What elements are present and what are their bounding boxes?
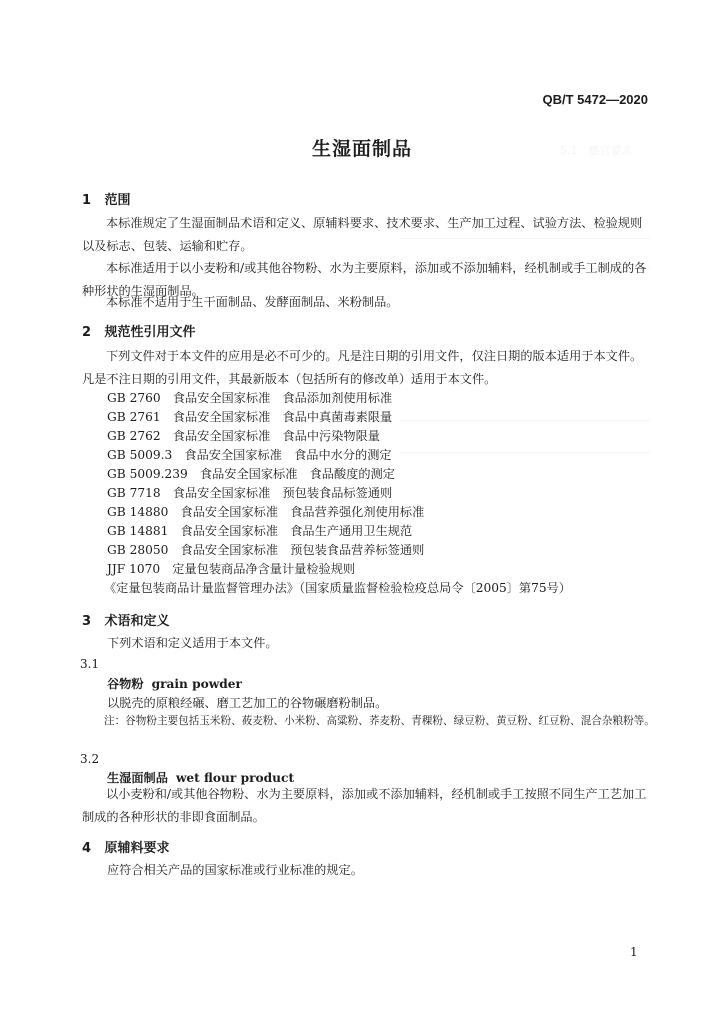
reference-item: GB 7718 食品安全国家标准 预包装食品标签通则 [107, 486, 393, 500]
reference-item: GB 5009.239 食品安全国家标准 食品酸度的测定 [107, 467, 395, 481]
section-title: 规范性引用文件 [104, 325, 196, 340]
reference-item: GB 5009.3 食品安全国家标准 食品中水分的测定 [107, 448, 392, 462]
page-number: 1 [630, 945, 638, 959]
reference-item: GB 14881 食品安全国家标准 食品生产通用卫生规范 [107, 524, 413, 538]
section-number: 2 [82, 325, 92, 340]
term-number: 3.2 [80, 752, 100, 766]
document-title: 生湿面制品 [311, 138, 412, 160]
reference-item: GB 2761 食品安全国家标准 食品中真菌毒素限量 [107, 410, 393, 424]
section-number: 1 [82, 193, 92, 208]
term-title-en: grain powder [151, 677, 242, 691]
scope-paragraph-2: 本标准适用于以小麦粉和/或其他谷物粉、水为主要原料，添加或不添加辅料，经机制或手工制成的各种形状的生湿面制品。 [82, 261, 647, 298]
section-title: 术语和定义 [104, 614, 170, 629]
section-number: 4 [82, 841, 92, 856]
term-title-zh: 生湿面制品 [107, 771, 168, 785]
term-note: 注：谷物粉主要包括玉米粉、莜麦粉、小米粉、高粱粉、荞麦粉、青稞粉、绿豆粉、黄豆粉、红豆粉、混合杂粮粉等。 [104, 715, 655, 727]
section-number: 3 [82, 614, 92, 629]
reference-item: JJF 1070 定量包装商品净含量计量检验规则 [107, 562, 356, 576]
section-heading-raw-materials [82, 837, 170, 856]
scope-paragraph-1: 本标准规定了生湿面制品术语和定义、原辅料要求、技术要求、生产加工过程、试验方法、检验规则以及标志、包装、运输和贮存。 [82, 216, 643, 253]
scope-paragraph-3: 本标准不适用于生干面制品、发酵面制品、米粉制品。 [106, 295, 399, 309]
raw-materials-paragraph: 应符合相关产品的国家标准或行业标准的规定。 [107, 863, 363, 877]
section-title: 范围 [104, 193, 131, 208]
show-through-rule [400, 420, 650, 421]
section-heading-scope [82, 189, 131, 208]
section-heading-terms [82, 610, 170, 629]
term-definition: 以脱壳的原粮经碾、磨工艺加工的谷物碾磨粉制品。 [107, 696, 388, 710]
reference-item: GB 28050 食品安全国家标准 预包装食品营养标签通则 [107, 543, 425, 557]
term-number: 3.1 [80, 657, 100, 671]
section-title: 原辅料要求 [104, 841, 170, 856]
reference-item: GB 2762 食品安全国家标准 食品中污染物限量 [107, 429, 380, 443]
term-title-en: wet flour product [175, 771, 295, 785]
term-title [107, 675, 242, 692]
show-through-text: 5.1 感官要求 [560, 144, 633, 157]
terms-intro: 下列术语和定义适用于本文件。 [107, 636, 278, 650]
term-definition: 以小麦粉和/或其他谷物粉、水为主要原料，添加或不添加辅料，经机制或手工按照不同生产工艺加工制成的各种形状的非即食面制品。 [82, 787, 647, 824]
term-title-zh: 谷物粉 [107, 677, 144, 691]
section-heading-references [82, 321, 196, 340]
standard-code: QB/T 5472—2020 [542, 92, 648, 107]
reference-item: GB 14880 食品安全国家标准 食品营养强化剂使用标准 [107, 505, 425, 519]
reference-item: 《定量包装商品计量监督管理办法》（国家质量监督检验检疫总局令〔2005〕第75号） [104, 581, 571, 595]
reference-item: GB 2760 食品安全国家标准 食品添加剂使用标准 [107, 391, 393, 405]
show-through-rule [400, 452, 650, 453]
references-intro: 下列文件对于本文件的应用是必不可少的。凡是注日期的引用文件，仅注日期的版本适用于本文件。凡是不注日期的引用文件，其最新版本（包括所有的修改单）适用于本文件。 [82, 349, 643, 386]
